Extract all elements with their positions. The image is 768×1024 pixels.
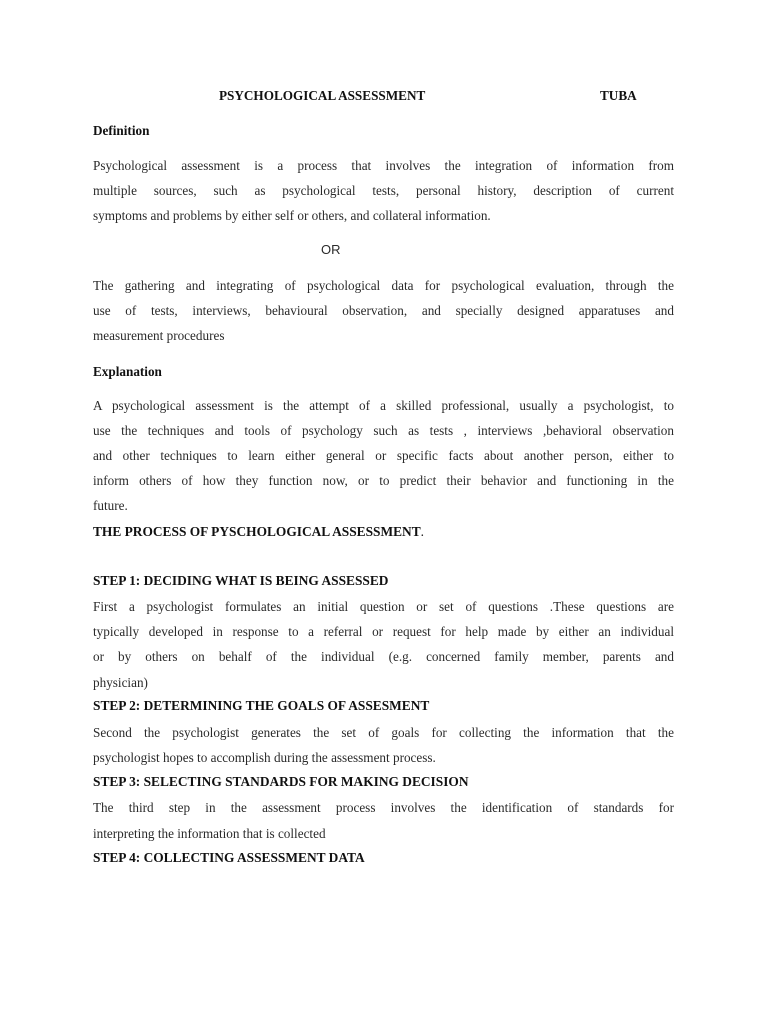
step2-line-1: Second the psychologist generates the set of goals for collecting the information that the	[93, 725, 674, 740]
step3-heading: STEP 3: SELECTING STANDARDS FOR MAKING DECISION	[93, 774, 469, 789]
process-heading-period: .	[420, 524, 425, 539]
step1-line-1: First a psychologist formulates an initial question or set of questions .These questions are	[93, 599, 674, 614]
step1-line-4: physician)	[93, 675, 148, 690]
step1-heading: STEP 1: DECIDING WHAT IS BEING ASSESSED	[93, 573, 389, 588]
step1-line-2: typically developed in response to a referral or request for help made by either an individual	[93, 624, 674, 639]
definition-line-2: multiple sources, such as psychological tests, personal history, description of current	[93, 183, 674, 198]
definition-line-1: Psychological assessment is a process that involves the integration of information from	[93, 158, 674, 173]
alt-definition-line-3: measurement procedures	[93, 328, 225, 343]
alt-definition-line-1: The gathering and integrating of psychological data for psychological evaluation, through the	[93, 278, 674, 293]
explanation-heading: Explanation	[93, 364, 162, 379]
explanation-line-5: future.	[93, 498, 128, 513]
author-name: TUBA	[600, 88, 637, 103]
alt-definition-line-2: use of tests, interviews, behavioural observation, and specially designed apparatuses and	[93, 303, 674, 318]
explanation-line-2: use the techniques and tools of psychology such as tests , interviews ,behavioral observation	[93, 423, 674, 438]
step2-line-2: psychologist hopes to accomplish during the assessment process.	[93, 750, 436, 765]
step3-line-1: The third step in the assessment process involves the identification of standards for	[93, 800, 674, 815]
or-separator: OR	[321, 242, 341, 257]
explanation-line-3: and other techniques to learn either general or specific facts about another person, either to	[93, 448, 674, 463]
step1-line-3: or by others on behalf of the individual (e.g. concerned family member, parents and	[93, 649, 674, 664]
explanation-line-1: A psychological assessment is the attempt of a skilled professional, usually a psychologist, to	[93, 398, 674, 413]
explanation-line-4: inform others of how they function now, or to predict their behavior and functioning in the	[93, 473, 674, 488]
step2-heading: STEP 2: DETERMINING THE GOALS OF ASSESMENT	[93, 698, 430, 713]
step4-heading: STEP 4: COLLECTING ASSESSMENT DATA	[93, 850, 365, 865]
definition-heading: Definition	[93, 123, 150, 138]
definition-line-3: symptoms and problems by either self or others, and collateral information.	[93, 208, 491, 223]
step3-line-2: interpreting the information that is collected	[93, 826, 326, 841]
document-title: PSYCHOLOGICAL ASSESSMENT	[219, 88, 426, 103]
process-heading	[93, 524, 424, 540]
process-heading-text: THE PROCESS OF PYSCHOLOGICAL ASSESSMENT	[93, 524, 421, 539]
